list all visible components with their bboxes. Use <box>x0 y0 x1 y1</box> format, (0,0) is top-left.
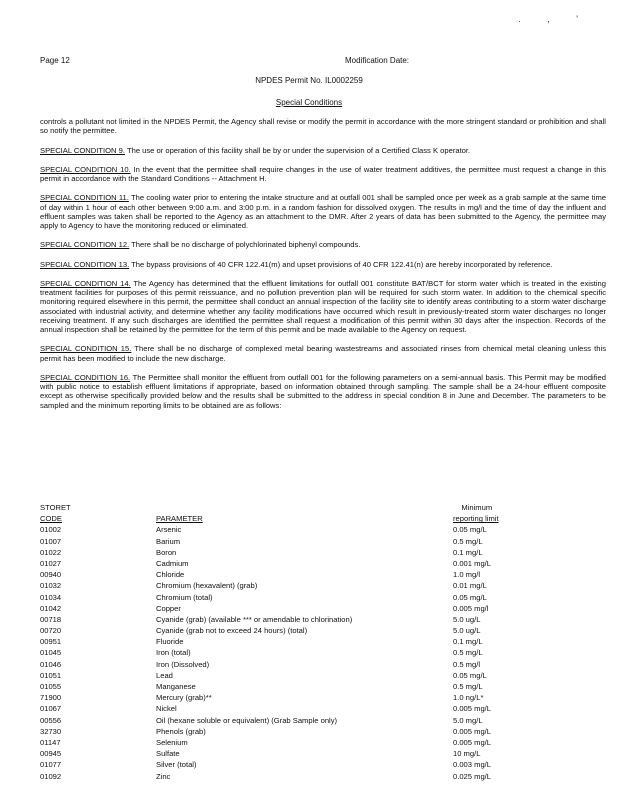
blank-header-cell <box>154 503 447 514</box>
parameter-name: Oil (hexane soluble or equivalent) (Grab Sample only) <box>156 715 338 725</box>
table-row <box>40 671 560 682</box>
reporting-limit: 5.0 ug/L <box>453 614 481 624</box>
parameter-name: Chromium (total) <box>156 592 213 602</box>
table-row <box>40 749 560 760</box>
reporting-limit: 0.005 mg/l <box>453 603 489 613</box>
special-condition-13 <box>40 260 606 269</box>
parameter-name: Chloride <box>156 570 185 580</box>
special-conditions-heading: Special Conditions <box>275 98 343 107</box>
minimum-header: Minimum <box>461 503 493 512</box>
parameter-name: Zinc <box>156 771 171 781</box>
page-header <box>40 56 578 68</box>
condition-title: SPECIAL CONDITION 9. <box>40 145 125 155</box>
storet-header: STORET <box>40 503 71 512</box>
reporting-limit: 0.005 mg/L <box>453 737 491 747</box>
special-condition-12 <box>40 240 606 249</box>
table-row <box>40 637 560 648</box>
special-condition-14 <box>40 279 606 335</box>
table-row <box>40 682 560 693</box>
storet-code: 01077 <box>40 760 62 770</box>
condition-title: SPECIAL CONDITION 15. <box>40 344 132 354</box>
parameter-name: Chromium (hexavalent) (grab) <box>156 581 258 591</box>
storet-code: 00556 <box>40 715 62 725</box>
storet-code: 01055 <box>40 682 62 691</box>
reporting-limit: 5.0 mg/L <box>453 715 483 725</box>
table-row <box>40 648 560 659</box>
paragraph-text: The cooling water prior to entering the intake structure and at outfall 001 shall be sampled once per week as a grab sample at the same time of day within 1 hour of each other between 9:00 a.m. and 3:00 p.m. in a random fashion for dissolved oxygen. The results in mg/l and the time of day the influent and effluent samples was taken shall be reported to the Agency as an attachment to the DMR. After 2 years of data has been submitted to the Agency, the permittee may apply to Agency to have the monitoring reduced or eliminated. <box>40 193 606 230</box>
table-header-row <box>40 503 560 514</box>
parameter-name: Iron (Dissolved) <box>156 659 210 669</box>
corner-marks: . , ' <box>518 14 590 24</box>
condition-title: SPECIAL CONDITION 10. <box>40 164 131 174</box>
table-row <box>40 693 560 704</box>
table-row <box>40 738 560 749</box>
table-body <box>40 525 560 782</box>
table-row <box>40 570 560 581</box>
permit-number: NPDES Permit No. IL0002259 <box>255 76 363 85</box>
parameter-name: Arsenic <box>156 525 182 535</box>
paragraph-text: There shall be no discharge of complexed metal bearing wastestreams and associated rinses from chemical metal cleaning unless this permit has been modified to include the new discharge. <box>40 344 606 363</box>
storet-code: 01067 <box>40 704 62 714</box>
reporting-limit: 0.003 mg/L <box>453 760 491 770</box>
storet-code: 00720 <box>40 626 62 636</box>
parameter-header: PARAMETER <box>156 514 203 524</box>
storet-code: 01092 <box>40 771 62 781</box>
code-header: CODE <box>40 514 62 524</box>
special-condition-11 <box>40 193 606 230</box>
condition-title: SPECIAL CONDITION 13. <box>40 259 130 269</box>
parameter-name: Mercury (grab)** <box>156 693 212 703</box>
storet-code: 01027 <box>40 558 62 568</box>
parameter-name: Iron (total) <box>156 648 191 658</box>
table-row <box>40 548 560 559</box>
storet-code: 32730 <box>40 726 62 736</box>
table-header-row <box>40 514 560 525</box>
parameter-name: Nickel <box>156 704 177 714</box>
parameter-name: Lead <box>156 670 173 680</box>
storet-code: 01051 <box>40 670 62 680</box>
reporting-limit: 0.05 mg/L <box>453 670 487 680</box>
table-row <box>40 581 560 592</box>
condition-title: SPECIAL CONDITION 12. <box>40 240 130 250</box>
storet-code: 00945 <box>40 749 62 759</box>
paragraph-text: controls a pollutant not limited in the NPDES Permit, the Agency shall revise or modify the permit in accordance with the more stringent standard or prohibition and shall so notify the permittee. <box>40 117 606 136</box>
storet-code: 01034 <box>40 592 62 602</box>
reporting-limit: 0.005 mg/L <box>453 726 491 736</box>
table-row <box>40 537 560 548</box>
paragraph-text: The use or operation of this facility shall be by or under the supervision of a Certified Class K operator. <box>126 145 471 155</box>
special-condition-16 <box>40 373 606 410</box>
reporting-limit: 0.001 mg/L <box>453 558 491 568</box>
parameter-table <box>40 503 560 783</box>
reporting-limit: 0.1 mg/L <box>453 637 483 647</box>
parameter-name: Fluoride <box>156 637 184 647</box>
table-row <box>40 760 560 771</box>
reporting-limit: 0.005 mg/L <box>453 704 491 714</box>
table-row <box>40 660 560 671</box>
paragraph-text: There shall be no discharge of polychlorinated biphenyl compounds. <box>131 240 361 250</box>
special-condition-15 <box>40 344 606 363</box>
reporting-limit: 0.5 mg/l <box>453 659 481 669</box>
special-condition-9 <box>40 146 606 155</box>
table-row <box>40 604 560 615</box>
condition-title: SPECIAL CONDITION 11. <box>40 193 129 203</box>
storet-code: 01032 <box>40 581 62 591</box>
reporting-limit-header: reporting limit <box>453 514 499 524</box>
reporting-limit: 0.05 mg/L <box>453 592 487 602</box>
storet-code: 01045 <box>40 648 62 658</box>
paragraph-text: The bypass provisions of 40 CFR 122.41(m) and upset provisions of 40 CFR 122.41(n) are hereby incorporated by reference. <box>131 259 553 269</box>
storet-code: 01147 <box>40 737 61 747</box>
parameter-name: Boron <box>156 547 177 557</box>
reporting-limit: 0.05 mg/L <box>453 525 487 535</box>
reporting-limit: 0.5 mg/L <box>453 536 483 546</box>
page-number: Page 12 <box>40 56 70 65</box>
paragraph-continued <box>40 117 606 136</box>
storet-code: 00940 <box>40 570 62 580</box>
paragraph-text: The Permittee shall monitor the effluent from outfall 001 for the following parameters on a semi-annual basis. This Permit may be modified with public notice to establish effluent limitations if appropriate, based on information obtained through sampling. The sample shall be a 24-hour effluent composite except as otherwise specifically provided below and the results shall be submitted to the address in special condition 8 in June and December. The parameters to be sampled and the minimum reporting limits to be obtained are as follows: <box>40 372 606 410</box>
reporting-limit: 0.5 mg/L <box>453 648 483 658</box>
parameter-name: Manganese <box>156 682 196 691</box>
document-body <box>40 117 606 420</box>
reporting-limit: 5.0 ug/L <box>453 626 481 636</box>
storet-code: 01022 <box>40 547 62 557</box>
parameter-name: Copper <box>156 603 181 613</box>
table-row <box>40 559 560 570</box>
condition-title: SPECIAL CONDITION 14. <box>40 278 131 288</box>
table-row <box>40 593 560 604</box>
special-condition-10 <box>40 165 606 184</box>
table-row <box>40 704 560 715</box>
storet-code: 71900 <box>40 693 62 703</box>
reporting-limit: 0.5 mg/L <box>453 682 483 691</box>
table-row <box>40 615 560 626</box>
parameter-name: Selenium <box>156 737 188 747</box>
parameter-name: Cyanide (grab not to exceed 24 hours) (total) <box>156 626 308 636</box>
storet-code: 01046 <box>40 659 62 669</box>
table-row <box>40 626 560 637</box>
parameter-name: Sulfate <box>156 749 180 759</box>
table-row <box>40 772 560 783</box>
table-row <box>40 525 560 536</box>
paragraph-text: The Agency has determined that the effluent limitations for outfall 001 constitute BAT/BCT for storm water which is treated in the existing treatment facilities for purposes of this permit reissuance, and no pollution prevention plan will be required for such storm water. In addition to the chemical specific monitoring required elsewhere in this permit, the permittee shall conduct an annual inspection of the facility site to identify areas contributing to a storm water discharge associated with industrial activity, and determine whether any facility modifications have occurred which result in previously-treated storm water discharges no longer receiving treatment. If any such discharges are identified the permittee shall request a modification of this permit within 30 days after the inspection. Records of the annual inspection shall be retained by the permittee for the term of this permit and be made available to the Agency on request. <box>40 278 606 334</box>
parameter-name: Barium <box>156 536 181 546</box>
modification-date: Modification Date: <box>345 56 410 65</box>
reporting-limit: 0.1 mg/L <box>453 547 483 557</box>
reporting-limit: 1.0 mg/l <box>453 570 481 580</box>
storet-code: 01042 <box>40 603 62 613</box>
parameter-name: Cyanide (grab) (available *** or amendable to chlorination) <box>156 614 353 624</box>
parameter-name: Phenols (grab) <box>156 726 206 736</box>
storet-code: 01007 <box>40 536 62 546</box>
storet-code: 00718 <box>40 614 62 624</box>
parameter-name: Cadmium <box>156 558 189 568</box>
condition-title: SPECIAL CONDITION 16. <box>40 372 131 382</box>
reporting-limit: 0.01 mg/L <box>453 581 487 591</box>
parameter-name: Silver (total) <box>156 760 197 770</box>
storet-code: 01002 <box>40 525 62 535</box>
reporting-limit: 10 mg/L <box>453 749 481 759</box>
reporting-limit: 0.025 mg/L <box>453 771 491 781</box>
table-row <box>40 716 560 727</box>
reporting-limit: 1.0 ng/L* <box>453 693 484 703</box>
storet-code: 00951 <box>40 637 62 647</box>
paragraph-text: In the event that the permittee shall require changes in the use of water treatment additives, the permittee must request a change in this permit in accordance with the Standard Conditions -- Attachment H. <box>40 164 606 183</box>
table-row <box>40 727 560 738</box>
